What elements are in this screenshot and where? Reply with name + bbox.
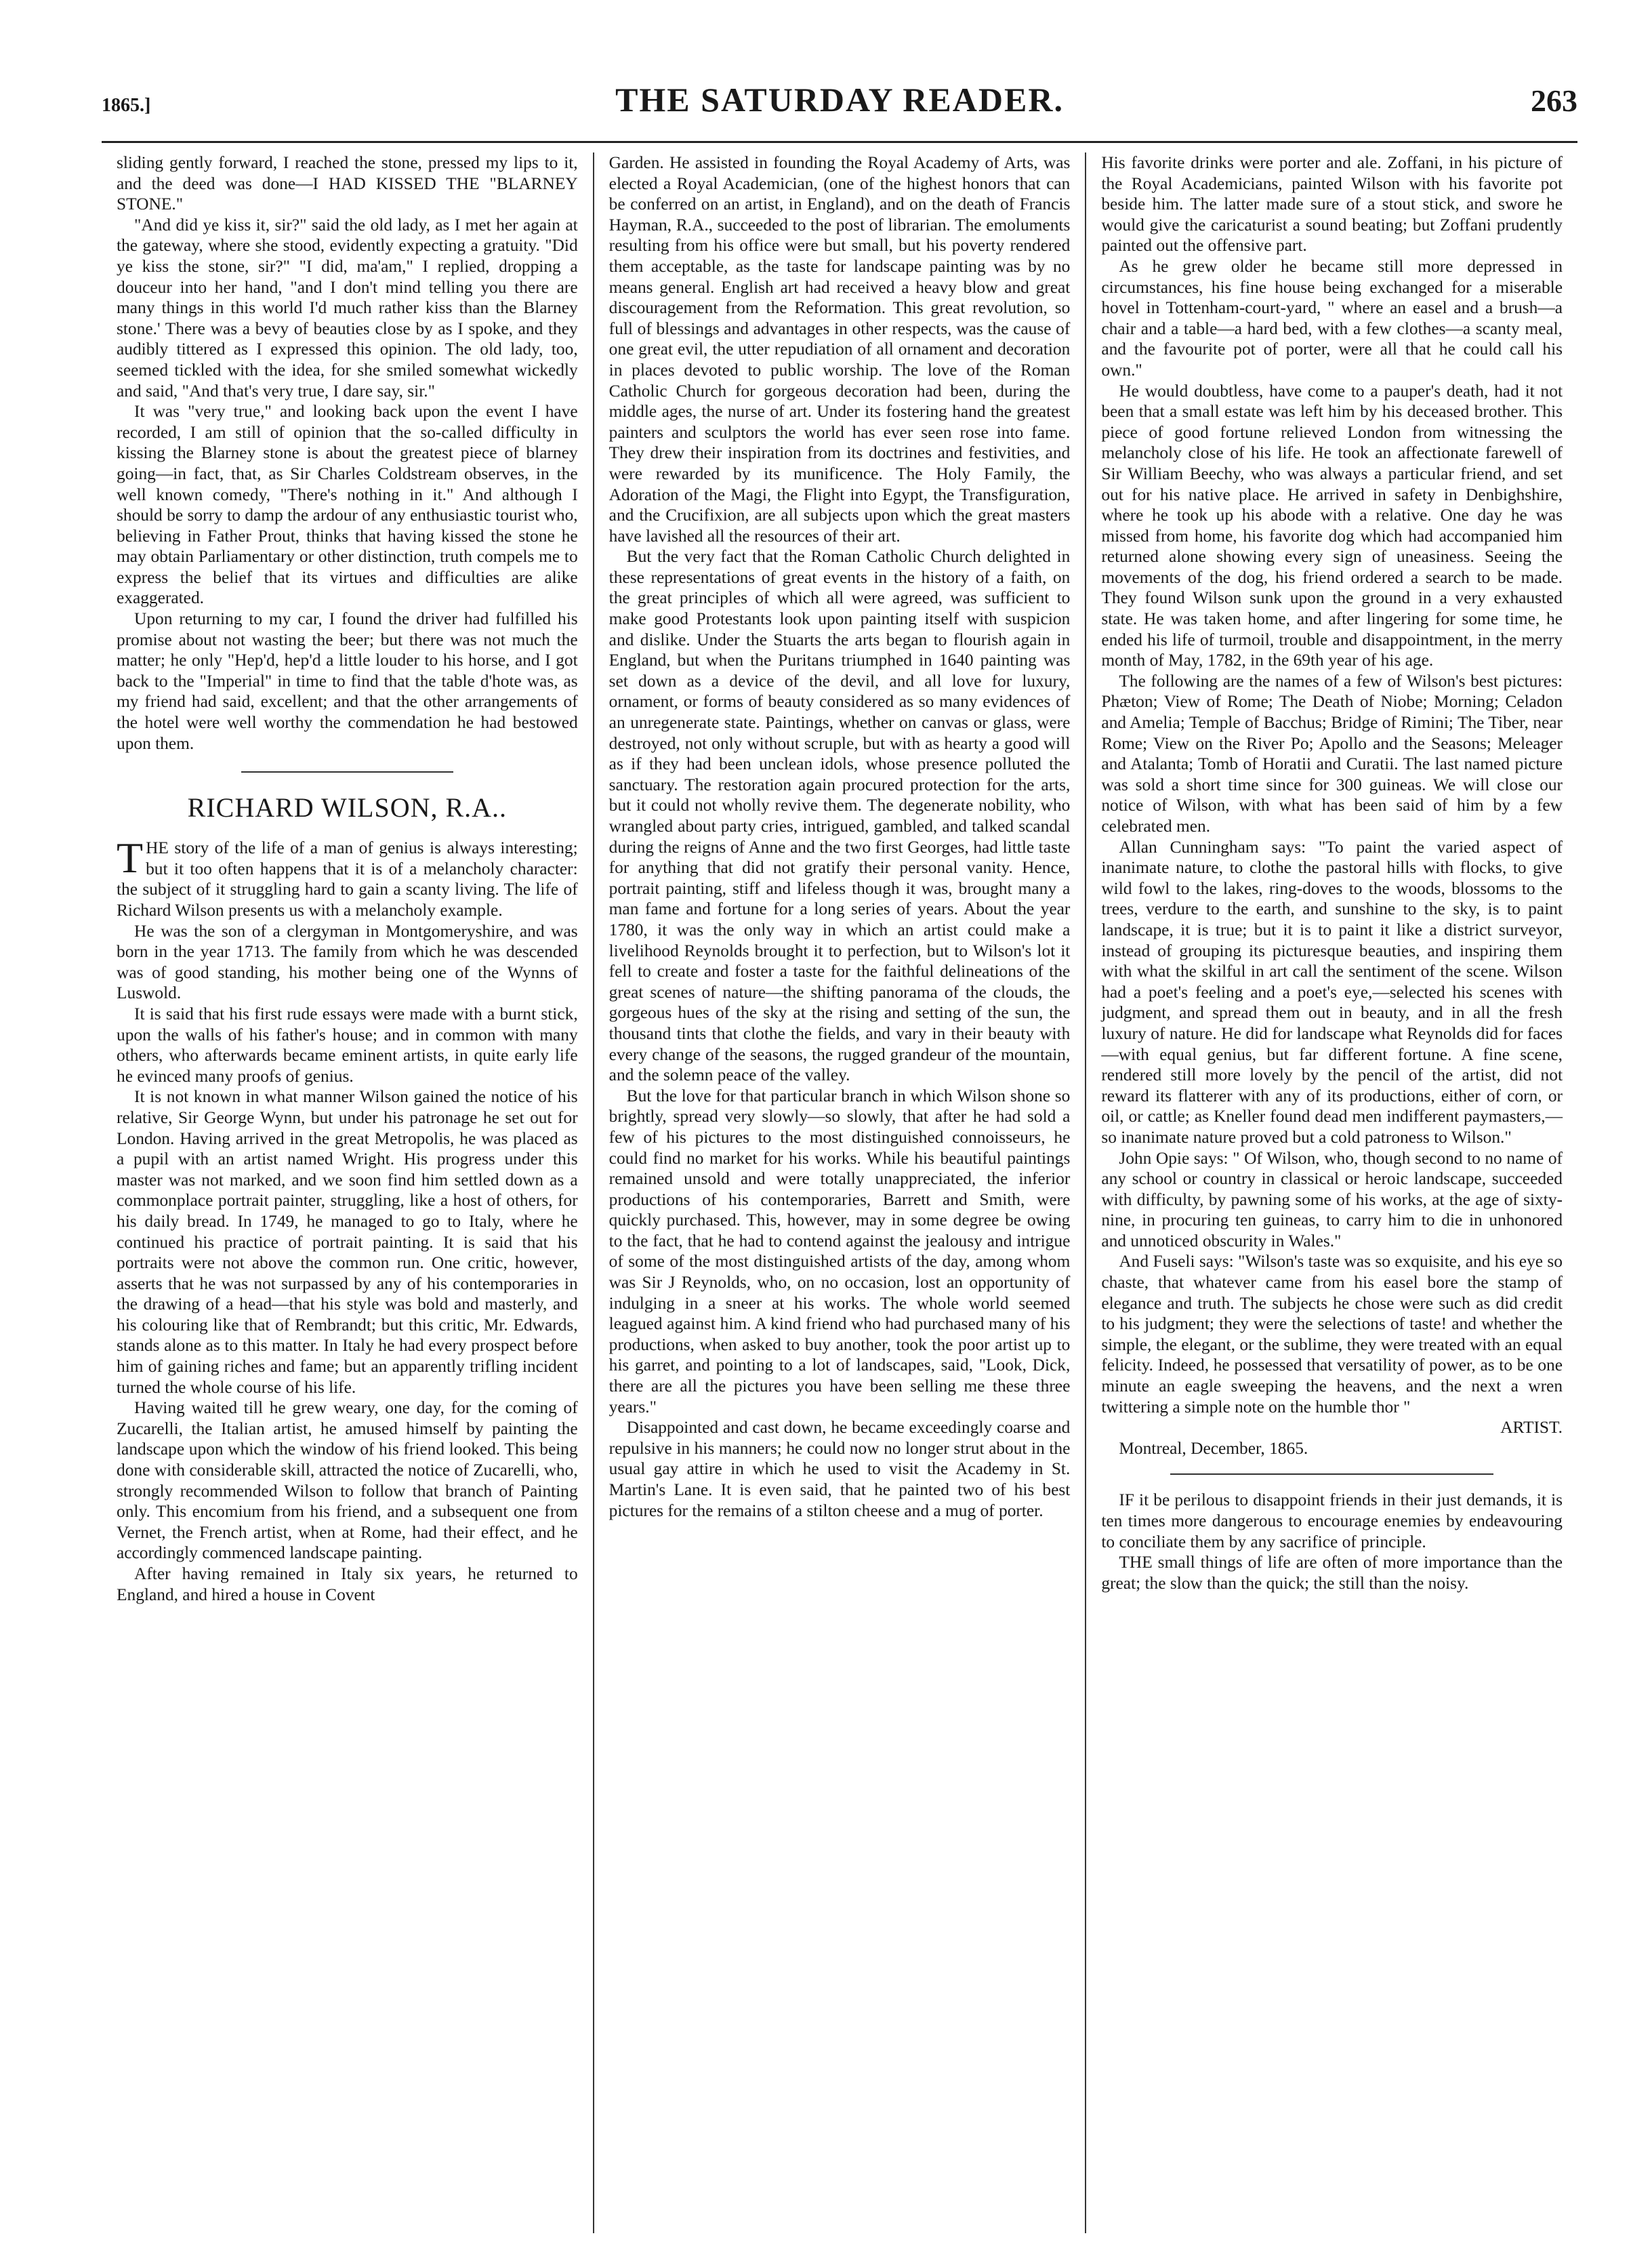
signature-line — [1101, 1417, 1563, 1438]
paragraph: The following are the names of a few of Wilson's best pictures: Phæton; View of Rome; The Death of Niobe; Morning; Celadon and Amelia; Temple of Bacchus; Bridge of Rimini; The Tiber, near Rome; View on the River Po; Apollo and the Seasons; Meleager and Atalanta; Tomb of Horatii and Curatii. The last named picture was sold a short time since for 300 guineas. We will close our notice of Wilson, with what has been said of him by a few celebrated men. — [1101, 671, 1563, 836]
article-heading: RICHARD WILSON, R.A.. — [187, 792, 508, 823]
paragraph: It was "very true," and looking back upon the event I have recorded, I am still of opinion that the so-called difficulty in kissing the Blarney stone is about the greatest piece of blarney going—in fact, that, as Sir Charles Coldstream observes, in the well known comedy, "There's nothing in it." And although I should be sorry to damp the ardour of any enthusiastic tourist who, believing in Father Prout, thinks that having kissed the stone he may obtain Parliamentary or other distinction, truth compels me to express the belief that its virtues and difficulties are alike exaggerated. — [117, 402, 578, 608]
paragraph: John Opie says: " Of Wilson, who, though second to no name of any school or country in classical or heroic landscape, succeeded with difficulty, by pawning some of his works, at the age of sixty-nine, in procuring ten guineas, to carry him to die in unhonored and unnoticed obscurity in Wales." — [1101, 1148, 1563, 1250]
column-2 — [593, 152, 1086, 2233]
header-rule — [102, 141, 1577, 143]
paragraph: It is said that his first rude essays were made with a burnt stick, upon the walls of his father's house; and in common with many others, who afterwards became eminent artists, in quite early life he evinced many proofs of genius. — [117, 1004, 578, 1086]
paragraph: It is not known in what manner Wilson gained the notice of his relative, Sir George Wynn, but under his patronage he set out for London. Having arrived in the great Metropolis, he was placed as a pupil with an artist named Wright. His progress under this master was not marked, and we soon find him settled down as a commonplace portrait painter, struggling, like a host of others, for his daily bread. In 1749, he managed to go to Italy, where he continued his practice of portrait painting. It is said that his portraits were not above the common run. One critic, however, asserts that he was not surpassed by any of his contemporaries in the drawing of a head—that his style was bold and masterly, and his colouring like that of Rembrandt; but this critic, Mr. Edwards, stands alone as to this matter. In Italy he had every prospect before him of gaining riches and fame; but an apparently trifling incident turned the whole course of his life. — [117, 1087, 578, 1397]
drop-cap: T — [117, 834, 144, 882]
opening-text: HE story of the life of a man of genius is always interesting; but it too often happens that it is of a melancholy character: the subject of it struggling hard to gain a scanty living. The life of Richard Wilson presents us with a melancholy example. — [117, 838, 578, 920]
author-signature: ARTIST. — [1500, 1418, 1563, 1438]
page-number: 263 — [1531, 83, 1577, 118]
dateline: Montreal, December, 1865. — [1119, 1438, 1308, 1458]
column-3 — [1085, 152, 1577, 2233]
paragraph: As he grew older he became still more depressed in circumstances, his fine house being exchanged for a miserable hovel in Tottenham-court-yard, " where an easel and a brush—a chair and a table—a hard bed, with a few clothes—a scanty meal, and the favourite pot of porter, were all that he could call his own." — [1101, 256, 1563, 380]
article-separator — [1170, 1473, 1493, 1475]
column-1 — [102, 152, 593, 2233]
paragraph: After having remained in Italy six years, he returned to England, and hired a house in Covent — [117, 1564, 578, 1604]
article-separator — [241, 771, 453, 773]
paragraph: But the love for that particular branch in which Wilson shone so brightly, spread very slowly—so slowly, that after he had sold a few of his pictures to the most distinguished connoisseurs, he could find no market for his works. While his beautiful paintings remained unsold and were totally unappreciated, the inferior productions of his contemporaries, Barrett and Smith, were quickly purchased. This, however, may in some degree be owing to the fact, that he had to contend against the jealousy and intrigue of some of the most distinguished artists of the day, among whom was Sir J Reynolds, who, on no occasion, lost an opportunity of indulging in a sneer at his works. The whole world seemed leagued against him. A kind friend who had purchased many of his productions, when asked to buy another, took the poor artist up to his garret, and pointing to a lot of landscapes, said, "Look, Dick, there are all the pictures you have been selling me these three years." — [608, 1086, 1071, 1417]
columns — [102, 152, 1577, 2233]
paragraph: Having waited till he grew weary, one day, for the coming of Zucarelli, the Italian artist, he amused himself by painting the landscape upon which the window of his friend looked. This being done with considerable skill, attracted the notice of Zucarelli, who, strongly recommended Wilson to follow that branch of Painting only. This encomium from his friend, and a subsequent one from Vernet, the French artist, when at Rome, had their effect, and he accordingly commenced landscape painting. — [117, 1398, 578, 1563]
paragraph: His favorite drinks were porter and ale. Zoffani, in his picture of the Royal Academicians, painted Wilson with his favorite pot beside him. The latter made sure of a stout stick, and swore he would give the caricaturist a sound beating; but Zoffani prudently painted out the offensive part. — [1101, 153, 1563, 256]
aphorism-paragraph: THE small things of life are often of more importance than the great; the slow than the quick; the still than the noisy. — [1101, 1553, 1563, 1593]
paragraph: He was the son of a clergyman in Montgomeryshire, and was born in the year 1713. The family from which he was descended was of good standing, his mother being one of the Wynns of Luswold. — [117, 921, 578, 1003]
paragraph: Allan Cunningham says: "To paint the varied aspect of inanimate nature, to clothe the pastoral hills with flocks, to give wild fowl to the lakes, ring-doves to the woods, blossoms to the trees, verdure to the earth, and sunshine to the sky, is to paint landscape, it is true; but it is to paint it like a district surveyor, instead of grouping its picturesque beauties, and inspiring them with what the skilful in art call the sentiment of the scene. Wilson had a poet's feeling and a poet's eye,—selected his scenes with judgment, and spread them out in beauty, and in all the fresh luxury of nature. He did for landscape what Reynolds did for faces—with equal genius, but far different fortune. A fine scene, rendered still more lovely by the pencil of the artist, did not reward its flatterer with any of its productions, either of corn, or oil, or cattle; as Kneller found dead men indifferent paymasters,—so inanimate nature proved but a cold patroness to Wilson." — [1101, 837, 1563, 1147]
paragraph: sliding gently forward, I reached the stone, pressed my lips to it, and the deed was done—I HAD KISSED THE "BLARNEY STONE." — [117, 153, 578, 214]
aphorism-paragraph: IF it be perilous to disappoint friends in their just demands, it is ten times more dangerous to encourage enemies by endeavouring to conciliate them by any sacrifice of principle. — [1101, 1490, 1563, 1551]
paragraph: And Fuseli says: "Wilson's taste was so exquisite, and his eye so chaste, that whatever came from his easel bore the stamp of elegance and truth. The subjects he chose were such as did credit to his judgment; they were the selections of taste! and whether the simple, the elegant, or the sublime, they were treated with an equal felicity. Indeed, he possessed that versatility of power, as to be one minute an eagle sweeping the heavens, and the next a wren twittering a simple note on the humble thor " — [1101, 1252, 1563, 1417]
masthead — [102, 80, 1577, 137]
opening-paragraph — [117, 834, 578, 920]
paragraph: Upon returning to my car, I found the driver had fulfilled his promise about not wasting the beer; but there was not much the matter; he only "Hep'd, hep'd a little louder to his horse, and I got back to the "Imperial" in time to find that the table d'hote was, as my friend had said, excellent; and that the other arrangements of the hotel were well worthy the commendation he had bestowed upon them. — [117, 609, 578, 753]
paragraph: He would doubtless, have come to a pauper's death, had it not been that a small estate was left him by his deceased brother. This piece of good fortune relieved London from witnessing the melancholy close of his life. He took an affectionate farewell of Sir William Beechy, who was always a particular friend, and set out for his native place. He arrived in safety in Denbighshire, where he took up his abode with a relative. One day he was missed from home, his favorite dog which had accompanied him returned alone showing every sign of uneasiness. Seeing the movements of the dog, his friend ordered a search to be made. They found Wilson sunk upon the ground in a very exhausted state. He was taken home, and after lingering for some time, he ended his life of turmoil, trouble and disappointment, in the merry month of May, 1782, in the 69th year of his age. — [1101, 381, 1563, 670]
paragraph: Garden. He assisted in founding the Royal Academy of Arts, was elected a Royal Academician, (one of the highest honors that can be conferred on an artist, in England), and on the death of Francis Hayman, R.A., succeeded to the post of librarian. The emoluments resulting from his office were but small, but his poverty rendered them acceptable, as the taste for landscape painting was by no means general. English art had received a heavy blow and great discouragement from the Reformation. This great revolution, so full of blessings and advantages in other respects, was the cause of one great evil, the utter repudiation of all ornament and decoration in places devoted to public worship. The love of the Roman Catholic Church for gorgeous decoration had been, during the middle ages, the nurse of art. Under its fostering hand the greatest painters and sculptors the world has ever seen rose into fame. They drew their inspiration from its doctrines and festivities, and were rewarded by its munificence. The Holy Family, the Adoration of the Magi, the Flight into Egypt, the Transfiguration, and the Crucifixion, are all subjects upon which the great masters have lavished all the resources of their art. — [608, 153, 1071, 546]
paragraph: But the very fact that the Roman Catholic Church delighted in these representations of great events in the history of a faith, on the great principles of which all were agreed, was sufficient to make good Protestants look upon painting itself with suspicion and dislike. Under the Stuarts the arts began to flourish again in England, but when the Puritans triumphed in 1640 painting was set down as a device of the devil, and all love for luxury, ornament, or forms of beauty considered as so many evidences of an unregenerate state. Paintings, whether on canvas or glass, were destroyed, not only without scruple, but with as hearty a good will as if they had been unclean idols, whose presence polluted the sanctuary. The restoration again procured protection for the arts, but it could not wholly revive them. The degenerate nobility, who wrangled about party cries, intrigued, gambled, and talked scandal during the reigns of Anne and the two first Georges, had little taste for anything that did not gratify their personal vanity. Hence, portrait painting, stiff and lifeless though it was, brought many a man fame and fortune for a long series of years. About the year 1780, it was the only way in which an artist could make a livelihood Reynolds brought it to perfection, but to Wilson's lot it fell to create and foster a taste for the faithful delineations of the great scenes of nature—the shifting panorama of the clouds, the gorgeous hues of the sky at the rising and setting of the sun, the thousand tints that clothe the fields, and vary in their beauty with every change of the seasons, the rugged grandeur of the mountain, and the solemn peace of the valley. — [608, 547, 1071, 1085]
issue-year: 1865.] — [102, 95, 151, 116]
paragraph: "And did ye kiss it, sir?" said the old lady, as I met her again at the gateway, where she stood, evidently expecting a gratuity. "Did ye kiss the stone, sir?" "I did, ma'am," I replied, dropping a douceur into her hand, "and I don't mind telling you there are many things in this world I'd much rather kiss than the Blarney stone.' There was a bevy of beauties close by as I spoke, and they audibly tittered as I expressed this opinion. The old lady, too, seemed tickled with the idea, for she smiled somewhat wickedly and said, "And that's very true, I dare say, sir." — [117, 215, 578, 401]
publication-title: THE SATURDAY READER. — [615, 81, 1064, 119]
paragraph: Disappointed and cast down, he became exceedingly coarse and repulsive in his manners; he could now no longer strut about in the usual gay attire in which he used to visit the Academy in St. Martin's Lane. It is even said, that he painted two of his best pictures for the remains of a stilton cheese and a mug of porter. — [608, 1418, 1071, 1520]
